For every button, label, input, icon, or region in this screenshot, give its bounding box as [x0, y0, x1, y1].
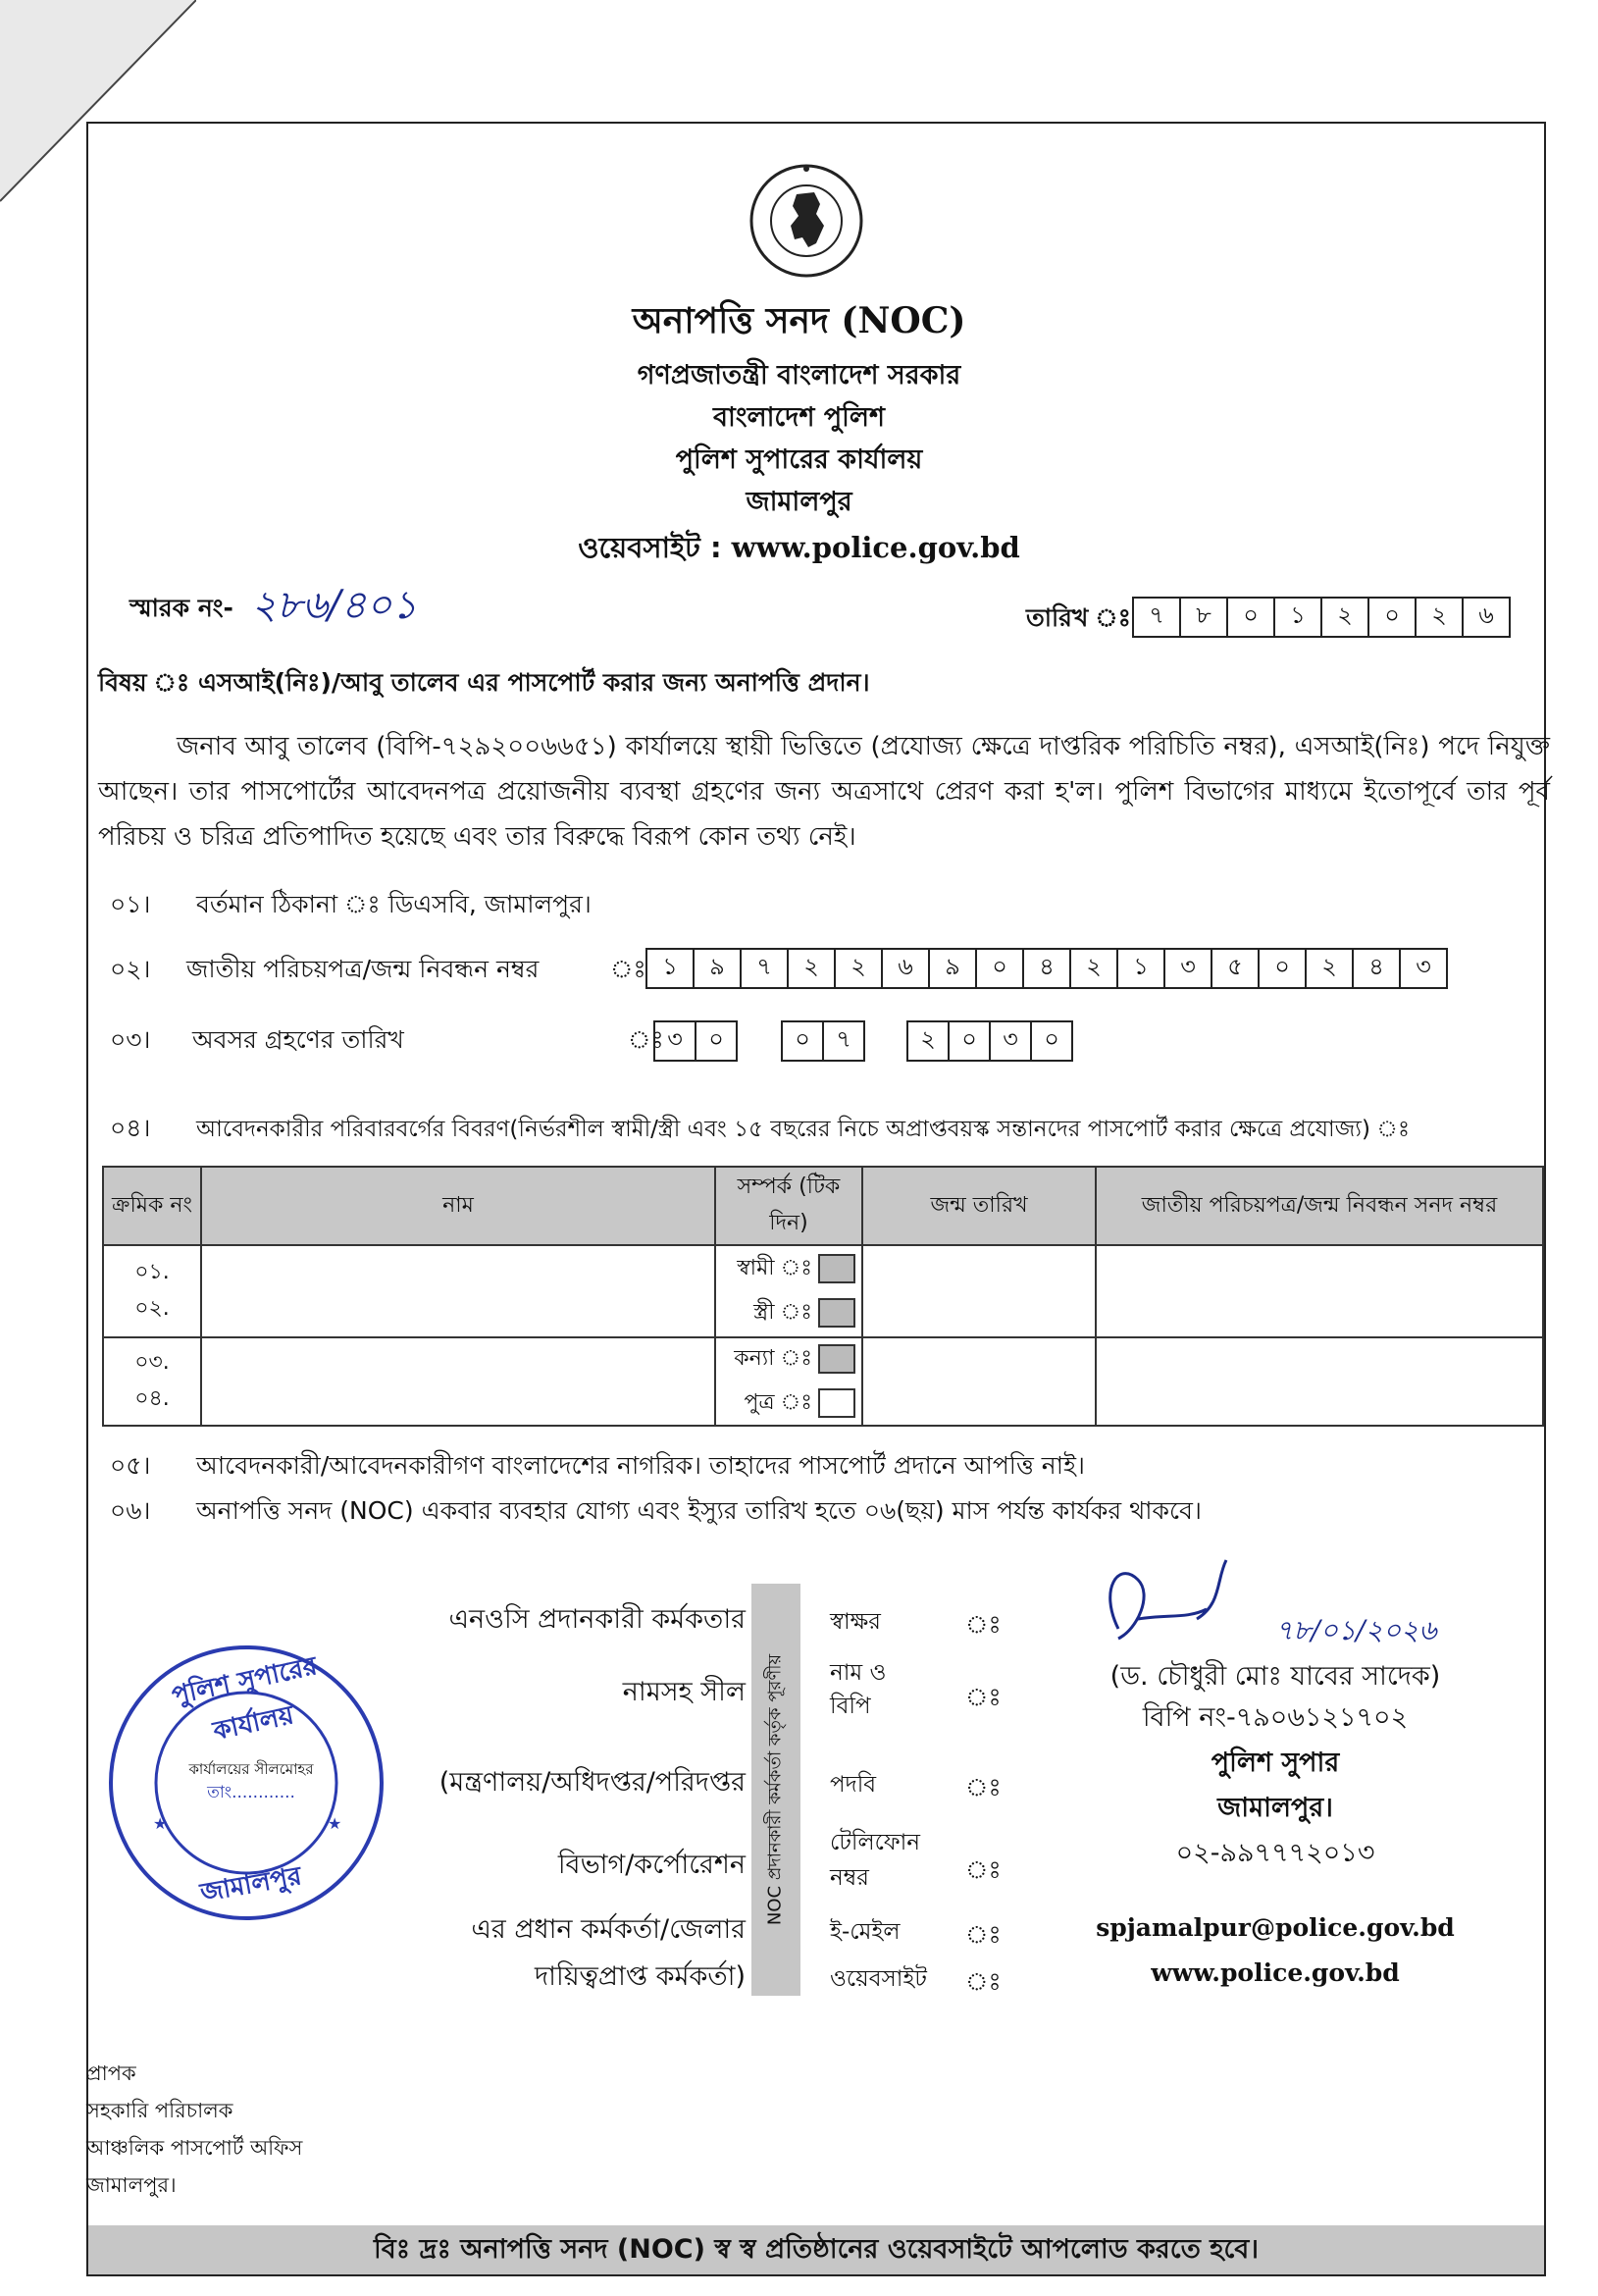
retire-month-digit: ০ [781, 1020, 824, 1062]
field-email-label: ই-মেইল [830, 1919, 901, 1945]
colon-3: ঃ [965, 1773, 1002, 1801]
header-website-row [0, 526, 1598, 574]
nid-digit-box: ৩ [1399, 948, 1448, 989]
th-name: নাম [201, 1167, 715, 1245]
item-03-colon: ঃ [628, 1025, 664, 1054]
stamp-arc-top: পুলিশ সুপারের কার্যালয় [169, 1651, 320, 1747]
svg-text:★: ★ [153, 1814, 168, 1833]
serial-cell [103, 1245, 201, 1337]
sig-left-6: দায়িত্বপ্রাপ্ত কর্মকর্তা) [535, 1961, 746, 1992]
th-serial: ক্রমিক নং [103, 1167, 201, 1245]
retire-day-boxes [655, 1020, 738, 1062]
nid-digit-box: ২ [1069, 948, 1118, 989]
recipient-block [86, 2055, 302, 2204]
nid-cell[interactable] [1096, 1337, 1543, 1426]
item-01-number: ০১। [110, 890, 151, 918]
field-name-label [830, 1656, 918, 1723]
retire-year-digit: ০ [1030, 1020, 1073, 1062]
officer-place: জামালপুর। [1217, 1793, 1333, 1823]
retire-day-digit: ০ [695, 1020, 738, 1062]
nid-digit-box: ১ [1116, 948, 1165, 989]
serial-04: ০৪. [134, 1386, 170, 1411]
item-02-number: ০২। [110, 955, 151, 983]
recipient-line-3: আঞ্চলিক পাসপোর্ট অফিস [86, 2136, 303, 2160]
sig-left-2: নামসহ সীল [622, 1677, 746, 1707]
sig-left-1: এনওসি প্রদানকারী কর্মকতার [448, 1604, 746, 1635]
nid-digit-box: ৯ [693, 948, 742, 989]
daughter-option [722, 1341, 855, 1378]
field-sign-label: স্বাক্ষর [830, 1609, 881, 1635]
field-web-label: ওয়েবসাইট [830, 1966, 927, 1992]
daughter-label: কন্যা ঃ [734, 1346, 812, 1371]
husband-checkbox[interactable] [818, 1254, 855, 1283]
nid-digit-box: ৩ [1163, 948, 1212, 989]
colon-1: ঃ [965, 1610, 1002, 1639]
wife-label: স্ত্রী ঃ [753, 1300, 812, 1325]
th-dob: জন্ম তারিখ [862, 1167, 1096, 1245]
colon-4: ঃ [965, 1855, 1002, 1884]
nid-digit-box: ১ [645, 948, 695, 989]
nid-digit-box: ২ [1305, 948, 1354, 989]
table-row [103, 1245, 1543, 1337]
nid-digit-box: ৬ [881, 948, 930, 989]
nid-boxes [647, 948, 1448, 989]
officer-bp: বিপি নং-৭৯০৬১২১৭০২ [1142, 1702, 1409, 1733]
retire-year-digit: ২ [906, 1020, 950, 1062]
colon-6: ঃ [965, 1967, 1002, 1996]
son-checkbox[interactable] [818, 1388, 855, 1418]
subject-line: বিষয় ঃ এসআই(নিঃ)/আবু তালেব এর পাসপোর্ট করার জন্য অনাপত্তি প্রদান। [98, 668, 870, 697]
husband-label: স্বামী ঃ [737, 1256, 812, 1280]
stamp-inner-2: তাং............ [207, 1783, 295, 1802]
date-digit-box: ৮ [1179, 597, 1228, 638]
item-06-text: অনাপত্তি সনদ (NOC) একবার ব্যবহার যোগ্য এবং ইস্যুর তারিখ হতে ০৬(ছয়) মাস পর্যন্ত কার্যকর থাকবে। [196, 1496, 1202, 1525]
header-police: বাংলাদেশ পুলিশ [713, 402, 885, 433]
colon-5: ঃ [965, 1920, 1002, 1949]
sig-left-3: (মন্ত্রণালয়/অধিদপ্তর/পরিদপ্তর [438, 1767, 746, 1798]
officer-phone: ০২-৯৯৭৭৭২০১৩ [1175, 1838, 1375, 1868]
body-paragraph: জনাব আবু তালেব (বিপি-৭২৯২০০৬৬৫১) কার্যালয়ে স্থায়ী ভিত্তিতে (প্রযোজ্য ক্ষেত্রে দাপ্তরিক পরিচিতি নম্বর), এসআই(নিঃ) পদে নিযুক্ত আছেন। তার পাসপোর্টের আবেদনপত্র প্রয়োজনীয় ব্যবস্থা গ্রহণের জন্য অত্রসাথে প্রেরণ করা হ'ল। পুলিশ বিভাগের মাধ্যমে ইতোপূর্বে তার পূর্ব পরিচয় ও চরিত্র প্রতিপাদিত হয়েছে এবং তার বিরুদ্ধে বিরূপ কোন তথ্য নেই। [98, 732, 1550, 852]
stamp-arc-bottom: জামালপুর [197, 1861, 304, 1908]
date-digit-box: ০ [1226, 597, 1275, 638]
wife-checkbox[interactable] [818, 1298, 855, 1328]
item-02-colon: ঃ [610, 955, 646, 983]
svg-text:★: ★ [328, 1814, 342, 1833]
recipient-line-4: জামালপুর। [86, 2173, 177, 2197]
item-03-number: ০৩। [110, 1025, 151, 1054]
nid-digit-box: ০ [1258, 948, 1307, 989]
nid-digit-box: ৯ [928, 948, 977, 989]
nid-digit-box: ৪ [1352, 948, 1401, 989]
date-digit-box: ০ [1367, 597, 1417, 638]
th-nid: জাতীয় পরিচয়পত্র/জন্ম নিবন্ধন সনদ নম্বর [1096, 1167, 1543, 1245]
serial-03: ০৩. [134, 1350, 170, 1375]
footer-note: বিঃ দ্রঃ অনাপত্তি সনদ (NOC) স্ব স্ব প্রতিষ্ঠানের ওয়েবসাইটে আপলোড করতে হবে। [88, 2225, 1544, 2274]
retire-day-digit: ৩ [653, 1020, 696, 1062]
retire-month-digit: ৭ [822, 1020, 865, 1062]
nid-digit-box: ৫ [1211, 948, 1260, 989]
relation-cell [715, 1245, 862, 1337]
item-03-text: অবসর গ্রহণের তারিখ [192, 1025, 404, 1054]
wife-option [722, 1295, 855, 1331]
dob-cell[interactable] [862, 1337, 1096, 1426]
memo-label: স্মারক নং- [129, 594, 233, 622]
document-title: অনাপত্তি সনদ (NOC) [632, 300, 966, 341]
serial-02: ০২. [134, 1296, 170, 1321]
header-govt: গণপ্রজাতন্ত্রী বাংলাদেশ সরকার [637, 360, 961, 391]
officer-email: spjamalpur@police.gov.bd [1096, 1913, 1455, 1942]
website-label: ওয়েবসাইট : [578, 531, 722, 564]
son-option [722, 1385, 855, 1422]
field-post-label: পদবি [830, 1772, 877, 1798]
date-digit-box: ২ [1320, 597, 1369, 638]
retire-month-boxes [783, 1020, 865, 1062]
dob-cell[interactable] [862, 1245, 1096, 1337]
item-04-number: ০৪। [110, 1114, 151, 1142]
nid-cell[interactable] [1096, 1245, 1543, 1337]
nid-digit-box: ০ [975, 948, 1024, 989]
th-relation: সম্পর্ক (টিক দিন) [715, 1167, 862, 1245]
item-01-text: বর্তমান ঠিকানা ঃ ডিএসবি, জামালপুর। [196, 890, 592, 918]
date-boxes [1134, 597, 1511, 638]
signature-date: ৭৮/০১/২০২৬ [1275, 1614, 1437, 1646]
daughter-checkbox[interactable] [818, 1344, 855, 1374]
noc-officer-vertical-bar [751, 1584, 800, 1996]
header-district: জামালপুর [746, 487, 852, 517]
retire-year-digit: ০ [948, 1020, 991, 1062]
memo-number: ২৮৬/৪০১ [251, 583, 418, 628]
vertical-bar-text: NOC প্রদানকারী কর্মকর্তা কর্তৃক পূরণীয় [764, 1653, 786, 1926]
item-05-number: ০৫। [110, 1451, 151, 1480]
date-label: তারিখ ঃ [1026, 603, 1131, 632]
retire-year-digit: ৩ [989, 1020, 1032, 1062]
relation-cell [715, 1337, 862, 1426]
government-emblem-icon [747, 157, 865, 285]
date-digit-box: ২ [1415, 597, 1464, 638]
name-cell[interactable] [201, 1245, 715, 1337]
serial-01: ০১. [134, 1260, 170, 1284]
table-row [103, 1337, 1543, 1426]
item-05-text: আবেদনকারী/আবেদনকারীগণ বাংলাদেশের নাগরিক। তাহাদের পাসপোর্ট প্রদানে আপত্তি নাই। [196, 1451, 1085, 1480]
stamp-inner-1: কার্যালয়ের সীলমোহর [188, 1760, 314, 1778]
family-table [102, 1166, 1544, 1427]
officer-website: www.police.gov.bd [1151, 1958, 1400, 1987]
recipient-line-2: সহকারি পরিচালক [86, 2099, 233, 2122]
sig-left-5: এর প্রধান কর্মকর্তা/জেলার [471, 1914, 746, 1945]
officer-name: (ড. চৌধুরী মোঃ যাবের সাদেক) [1109, 1661, 1441, 1692]
item-06-number: ০৬। [110, 1496, 151, 1525]
son-label: পুত্র ঃ [744, 1390, 812, 1415]
date-digit-box: ৭ [1132, 597, 1181, 638]
name-cell[interactable] [201, 1337, 715, 1426]
officer-post: পুলিশ সুপার [1211, 1748, 1340, 1778]
website-url: www.police.gov.bd [731, 531, 1020, 564]
nid-digit-box: ২ [834, 948, 883, 989]
field-name-text: নাম ও বিপি [830, 1660, 887, 1719]
field-phone-text: টেলিফোন নম্বর [830, 1830, 921, 1891]
field-phone-label [830, 1825, 938, 1896]
husband-option [722, 1251, 855, 1287]
header-office: পুলিশ সুপারের কার্যালয় [675, 444, 923, 475]
item-04-text: আবেদনকারীর পরিবারবর্গের বিবরণ(নির্ভরশীল স্বামী/স্ত্রী এবং ১৫ বছরের নিচে অপ্রাপ্তবয়স্ক সন্তানদের পাসপোর্ট করার ক্ষেত্রে প্রযোজ্য) ঃ [196, 1117, 1411, 1142]
retire-year-boxes [908, 1020, 1073, 1062]
nid-digit-box: ৪ [1022, 948, 1071, 989]
item-02-text: জাতীয় পরিচয়পত্র/জন্ম নিবন্ধন নম্বর [186, 955, 540, 983]
nid-digit-box: ২ [787, 948, 836, 989]
date-digit-box: ১ [1273, 597, 1322, 638]
nid-digit-box: ৭ [740, 948, 789, 989]
sig-left-4: বিভাগ/কর্পোরেশন [557, 1850, 746, 1880]
office-stamp [104, 1641, 388, 1925]
date-digit-box: ৬ [1462, 597, 1511, 638]
colon-2: ঃ [965, 1683, 1002, 1711]
serial-cell [103, 1337, 201, 1426]
recipient-line-1: প্রাপক [86, 2061, 136, 2085]
